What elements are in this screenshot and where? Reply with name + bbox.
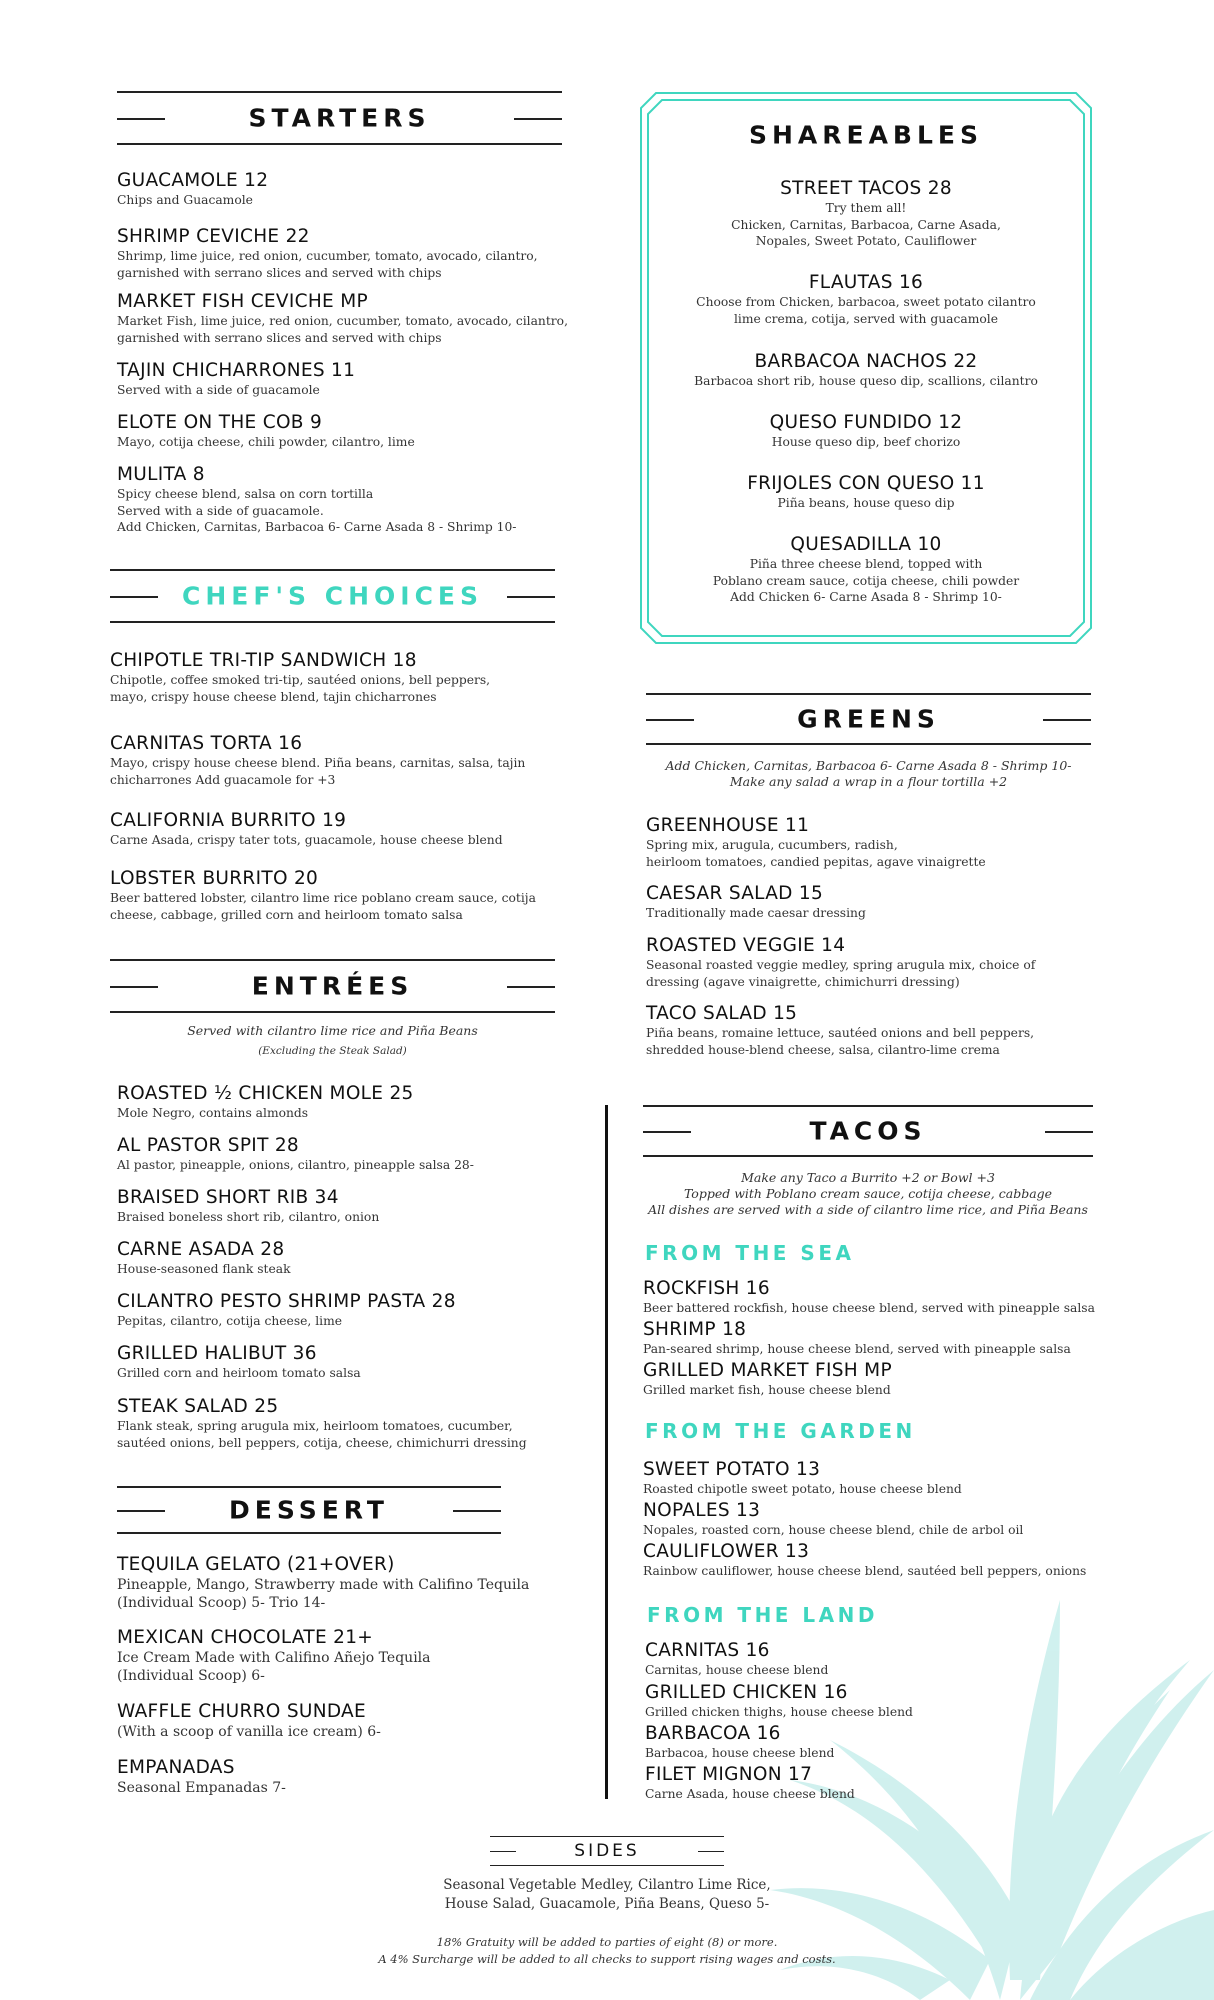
item-name: AL PASTOR SPIT 28 [117,1135,299,1156]
item-desc: Rainbow cauliflower, house cheese blend, sautéed bell peppers, onions [643,1564,1087,1578]
greens-header [646,693,1091,745]
entree-item [117,1135,474,1174]
item-name: GRILLED HALIBUT 36 [117,1343,317,1364]
item-desc: Chips and Guacamole [117,193,253,207]
item-name: CARNITAS TORTA 16 [110,733,303,754]
starter-item [117,360,355,399]
entrees-header [110,959,555,1013]
starter-item [117,226,538,281]
item-name: GUACAMOLE 12 [117,170,269,191]
item-desc: Flank steak, spring arugula mix, heirloom tomatoes, cucumber, sautéed onions, bell peppers, cotija, cheese, chimichurri dressing [117,1419,527,1450]
item-name: CALIFORNIA BURRITO 19 [110,810,347,831]
entrees-title: ENTRÉES [251,971,414,1001]
chefs-choices-title: CHEF'S CHOICES [181,581,484,611]
taco-item [645,1682,913,1721]
item-name: FILET MIGNON 17 [645,1764,813,1785]
entrees-note: Served with cilantro lime rice and Piña Beans [187,1023,478,1038]
entree-item [117,1343,361,1382]
shareables-header [640,118,1092,152]
item-name: MEXICAN CHOCOLATE 21+ [117,1627,374,1648]
item-desc: Beer battered lobster, cilantro lime rice poblano cream sauce, cotija cheese, cabbage, grilled corn and heirloom tomato salsa [110,891,536,922]
entree-item [117,1291,456,1330]
entree-item [117,1083,414,1122]
item-desc: Choose from Chicken, barbacoa, sweet potato cilantro lime crema, cotija, served with guacamole [696,295,1036,326]
item-desc: Piña three cheese blend, topped with Poblano cream sauce, cotija cheese, chili powder Add Chicken 6- Carne Asada 8 - Shrimp 10- [712,557,1020,604]
greens-item [646,935,1035,990]
shareable-item [660,534,1072,606]
column-divider [605,1105,608,1799]
item-desc: House queso dip, beef chorizo [771,435,961,449]
item-name: LOBSTER BURRITO 20 [110,868,319,889]
chef-item [110,733,525,788]
tacos-note: Make any Taco a Burrito +2 or Bowl +3 Topped with Poblano cream sauce, cotija cheese, cabbage All dishes are served with a side of cilantro lime rice, and Piña Beans [648,1170,1088,1217]
shareable-item [660,178,1072,250]
taco-item [645,1640,828,1679]
item-name: QUESO FUNDIDO 12 [769,412,963,433]
item-desc: Braised boneless short rib, cilantro, onion [117,1210,380,1224]
item-name: TAJIN CHICHARRONES 11 [117,360,356,381]
item-desc: (With a scoop of vanilla ice cream) 6- [117,1724,381,1740]
greens-item [646,883,866,922]
item-desc: Mole Negro, contains almonds [117,1106,309,1120]
item-name: FLAUTAS 16 [808,272,924,293]
footer-notice: 18% Gratuity will be added to parties of eight (8) or more. A 4% Surcharge will be added to all checks to support rising wages and costs. [378,1935,836,1966]
greens-note: Add Chicken, Carnitas, Barbacoa 6- Carne Asada 8 - Shrimp 10- Make any salad a wrap in a flour tortilla +2 [665,758,1072,789]
chef-item [110,650,490,705]
from-the-sea-title: FROM THE SEA [645,1241,855,1265]
item-name: SHRIMP 18 [643,1319,747,1340]
item-name: BARBACOA NACHOS 22 [754,351,978,372]
item-name: ROCKFISH 16 [643,1278,770,1299]
sides-title: SIDES [574,1841,640,1861]
item-name: ROASTED ½ CHICKEN MOLE 25 [117,1083,414,1104]
chefs-choices-header [110,569,555,623]
shareables-title: SHAREABLES [748,120,984,150]
taco-item [643,1500,1023,1539]
item-desc: Market Fish, lime juice, red onion, cucumber, tomato, avocado, cilantro, garnished with serrano slices and served with chips [117,314,568,345]
item-name: ELOTE ON THE COB 9 [117,412,323,433]
starter-item [117,170,268,209]
item-desc: House-seasoned flank steak [117,1262,291,1276]
item-name: BARBACOA 16 [645,1723,781,1744]
item-name: CARNE ASADA 28 [117,1239,285,1260]
item-desc: Carnitas, house cheese blend [645,1663,829,1677]
tacos-title: TACOS [809,1116,927,1146]
item-desc: Grilled corn and heirloom tomato salsa [117,1366,361,1380]
item-desc: Chipotle, coffee smoked tri-tip, sautéed onions, bell peppers, mayo, crispy house cheese blend, tajin chicharrones [110,673,491,704]
item-name: STEAK SALAD 25 [117,1396,279,1417]
dessert-header [117,1486,501,1534]
item-name: CAULIFLOWER 13 [643,1541,810,1562]
entree-item [117,1396,527,1451]
item-name: CARNITAS 16 [645,1640,770,1661]
taco-item [643,1278,1095,1317]
item-desc: Carne Asada, crispy tater tots, guacamole, house cheese blend [110,833,503,847]
dessert-item [117,1627,431,1685]
item-desc: Try them all! Chicken, Carnitas, Barbacoa, Carne Asada, Nopales, Sweet Potato, Cauliflower [731,201,1001,248]
sides-header [490,1836,724,1866]
from-the-land-title: FROM THE LAND [647,1603,878,1627]
item-desc: Pepitas, cilantro, cotija cheese, lime [117,1314,343,1328]
shareable-item [660,351,1072,390]
item-desc: Piña beans, house queso dip [777,496,955,510]
shareable-item [660,272,1072,327]
item-desc: Pineapple, Mango, Strawberry made with Califino Tequila (Individual Scoop) 5- Trio 14- [117,1577,530,1611]
from-the-garden-title: FROM THE GARDEN [645,1419,916,1443]
item-desc: Barbacoa, house cheese blend [645,1746,835,1760]
item-name: CILANTRO PESTO SHRIMP PASTA 28 [117,1291,456,1312]
item-desc: Seasonal Empanadas 7- [117,1780,286,1796]
item-desc: Grilled chicken thighs, house cheese blend [645,1705,913,1719]
item-name: GREENHOUSE 11 [646,815,810,836]
item-desc: Spicy cheese blend, salsa on corn tortilla Served with a side of guacamole. Add Chicken, Carnitas, Barbacoa 6- Carne Asada 8 - Shrimp 10- [117,487,517,534]
item-name: QUESADILLA 10 [790,534,942,555]
taco-item [643,1541,1086,1580]
dessert-item [117,1757,286,1797]
starter-item [117,291,568,346]
item-desc: Served with a side of guacamole [117,383,320,397]
shareable-item [660,412,1072,451]
item-desc: Mayo, cotija cheese, chili powder, cilantro, lime [117,435,415,449]
item-name: SWEET POTATO 13 [643,1459,821,1480]
taco-item [643,1459,962,1498]
item-name: MARKET FISH CEVICHE MP [117,291,368,312]
item-name: BRAISED SHORT RIB 34 [117,1187,339,1208]
starters-header [117,91,562,145]
item-desc: Grilled market fish, house cheese blend [643,1383,891,1397]
item-desc: Ice Cream Made with Califino Añejo Tequila (Individual Scoop) 6- [117,1650,431,1684]
item-name: GRILLED CHICKEN 16 [645,1682,848,1703]
item-name: CAESAR SALAD 15 [646,883,824,904]
chef-item [110,810,503,849]
item-desc: Al pastor, pineapple, onions, cilantro, pineapple salsa 28- [117,1158,474,1172]
entrees-note-small: (Excluding the Steak Salad) [258,1045,407,1057]
item-desc: Seasonal roasted veggie medley, spring arugula mix, choice of dressing (agave vinaigrette, chimichurri dressing) [646,958,1036,989]
starters-title: STARTERS [248,103,431,133]
taco-item [645,1723,834,1762]
entree-item [117,1187,379,1226]
dessert-title: DESSERT [229,1495,389,1525]
taco-item [645,1764,855,1803]
item-name: EMPANADAS [117,1757,235,1778]
item-desc: Carne Asada, house cheese blend [645,1787,855,1801]
item-name: FRIJOLES CON QUESO 11 [747,473,985,494]
item-name: GRILLED MARKET FISH MP [643,1360,892,1381]
entree-item [117,1239,291,1278]
starter-item [117,464,516,536]
greens-item [646,1003,1034,1058]
item-name: SHRIMP CEVICHE 22 [117,226,310,247]
greens-item [646,815,986,870]
item-desc: Barbacoa short rib, house queso dip, scallions, cilantro [694,374,1038,388]
item-desc: Roasted chipotle sweet potato, house cheese blend [643,1482,962,1496]
item-name: MULITA 8 [117,464,205,485]
item-name: WAFFLE CHURRO SUNDAE [117,1701,367,1722]
item-desc: Mayo, crispy house cheese blend. Piña beans, carnitas, salsa, tajin chicharrones Add guacamole for +3 [110,756,526,787]
shareable-item [660,473,1072,512]
item-name: TACO SALAD 15 [646,1003,798,1024]
item-name: NOPALES 13 [643,1500,761,1521]
tacos-header [643,1105,1093,1157]
chef-item [110,868,536,923]
item-name: CHIPOTLE TRI-TIP SANDWICH 18 [110,650,417,671]
starter-item [117,412,415,451]
item-desc: Pan-seared shrimp, house cheese blend, served with pineapple salsa [643,1342,1071,1356]
item-desc: Nopales, roasted corn, house cheese blend, chile de arbol oil [643,1523,1024,1537]
taco-item [643,1319,1071,1358]
item-name: ROASTED VEGGIE 14 [646,935,846,956]
item-desc: Traditionally made caesar dressing [646,906,866,920]
item-desc: Shrimp, lime juice, red onion, cucumber, tomato, avocado, cilantro, garnished with serrano slices and served with chips [117,249,538,280]
taco-item [643,1360,892,1399]
sides-list: Seasonal Vegetable Medley, Cilantro Lime Rice, House Salad, Guacamole, Piña Beans, Queso 5- [443,1877,771,1912]
item-name: STREET TACOS 28 [780,178,952,199]
item-desc: Spring mix, arugula, cucumbers, radish, heirloom tomatoes, candied pepitas, agave vinaigrette [646,838,986,869]
dessert-item [117,1554,529,1612]
item-desc: Piña beans, romaine lettuce, sautéed onions and bell peppers, shredded house-blend cheese, salsa, cilantro-lime crema [646,1026,1035,1057]
item-name: TEQUILA GELATO (21+OVER) [117,1554,395,1575]
greens-title: GREENS [797,704,940,734]
dessert-item [117,1701,381,1741]
item-desc: Beer battered rockfish, house cheese blend, served with pineapple salsa [643,1301,1095,1315]
